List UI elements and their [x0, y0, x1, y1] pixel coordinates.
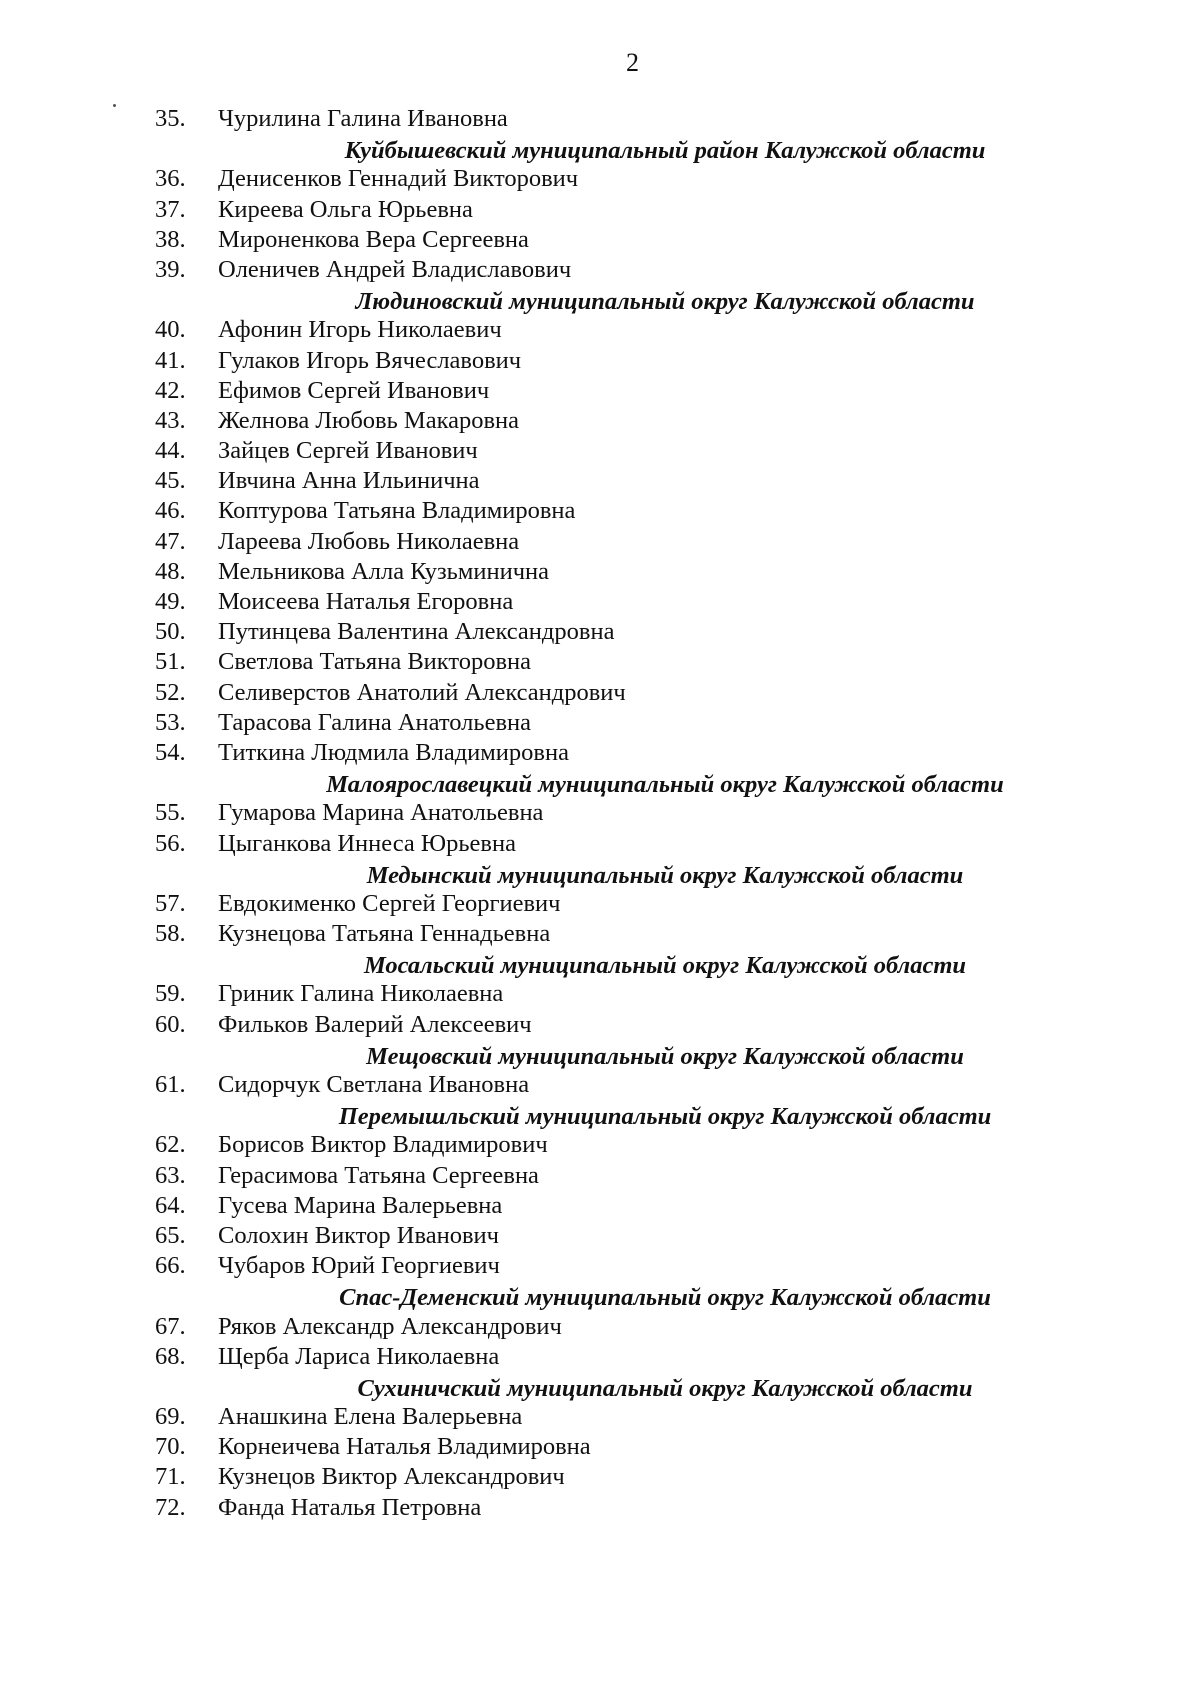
person-name: Фильков Валерий Алексеевич — [218, 1010, 532, 1038]
person-name: Сидорчук Светлана Ивановна — [218, 1071, 530, 1098]
person-name: Тарасова Галина Анатольевна — [218, 708, 531, 736]
person-name: Коптурова Татьяна Владимировна — [218, 497, 576, 525]
item-number: 43. — [155, 406, 186, 434]
person-name: Щерба Лариса Николаевна — [218, 1342, 500, 1370]
item-number: 47. — [155, 527, 186, 555]
person-name: Кузнецов Виктор Александрович — [218, 1463, 565, 1491]
person-name: Гусева Марина Валерьевна — [218, 1191, 503, 1219]
list-item — [0, 919, 1200, 949]
item-number: 69. — [155, 1403, 186, 1431]
list-item — [0, 255, 1200, 285]
list-item — [0, 315, 1200, 345]
district-heading: Мещовский муниципальный округ Калужской области — [366, 1042, 964, 1070]
list-item — [0, 1462, 1200, 1492]
list-item — [0, 1432, 1200, 1462]
item-number: 46. — [155, 497, 186, 525]
page-number: 2 — [626, 48, 639, 77]
list-item — [0, 1312, 1200, 1342]
item-number: 55. — [155, 799, 186, 827]
item-number: 62. — [155, 1131, 186, 1159]
list-item — [0, 1251, 1200, 1281]
person-name: Ряков Александр Александрович — [218, 1312, 562, 1340]
person-name: Желнова Любовь Макаровна — [218, 406, 520, 434]
person-name: Оленичев Андрей Владиславович — [218, 255, 572, 283]
district-heading: Медынский муниципальный округ Калужской области — [366, 861, 964, 889]
person-name: Мельникова Алла Кузьминична — [218, 557, 550, 585]
item-number: 53. — [155, 708, 186, 736]
item-number: 71. — [155, 1463, 186, 1491]
list-item — [0, 406, 1200, 436]
list-item — [0, 587, 1200, 617]
list-item — [0, 1402, 1200, 1432]
person-name: Денисенков Геннадий Викторович — [218, 165, 579, 193]
item-number: 72. — [155, 1493, 186, 1521]
nominee-list — [0, 104, 1200, 1523]
list-item — [0, 1161, 1200, 1191]
district-heading: Спас-Деменский муниципальный округ Калужской области — [339, 1284, 991, 1312]
item-number: 41. — [155, 346, 186, 374]
district-heading: Перемышльский муниципальный округ Калужской области — [338, 1103, 992, 1131]
list-item — [0, 436, 1200, 466]
person-name: Моисеева Наталья Егоровна — [218, 588, 514, 615]
list-item — [0, 708, 1200, 738]
list-item — [0, 164, 1200, 194]
item-number: 59. — [155, 980, 186, 1008]
item-number: 49. — [155, 588, 186, 615]
district-heading: Малоярославецкий муниципальный округ Калужской области — [326, 771, 1004, 799]
district-heading: Куйбышевский муниципальный район Калужской области — [344, 137, 986, 165]
item-number: 48. — [155, 557, 186, 585]
person-name: Корнеичева Наталья Владимировна — [218, 1433, 591, 1461]
list-item — [0, 376, 1200, 406]
list-item — [0, 678, 1200, 708]
item-number: 36. — [155, 165, 186, 193]
list-item — [0, 617, 1200, 647]
item-number: 70. — [155, 1433, 186, 1461]
district-heading: Сухиничский муниципальный округ Калужской области — [357, 1374, 973, 1402]
person-name: Селиверстов Анатолий Александрович — [218, 678, 626, 706]
list-item — [0, 647, 1200, 677]
item-number: 42. — [155, 376, 186, 404]
list-item — [0, 496, 1200, 526]
person-name: Цыганкова Иннеса Юрьевна — [218, 829, 516, 857]
item-number: 52. — [155, 678, 186, 706]
list-item — [0, 104, 1200, 134]
person-name: Лареева Любовь Николаевна — [218, 527, 520, 555]
item-number: 54. — [155, 738, 186, 766]
person-name: Ефимов Сергей Иванович — [218, 376, 490, 404]
item-number: 57. — [155, 889, 186, 917]
person-name: Гриник Галина Николаевна — [218, 980, 504, 1008]
person-name: Евдокименко Сергей Георгиевич — [218, 889, 561, 917]
list-item — [0, 557, 1200, 587]
person-name: Афонин Игорь Николаевич — [218, 316, 502, 344]
list-item — [0, 1130, 1200, 1160]
person-name: Борисов Виктор Владимирович — [218, 1131, 548, 1159]
list-item — [0, 1221, 1200, 1251]
item-number: 37. — [155, 195, 186, 223]
district-heading: Людиновский муниципальный округ Калужской области — [355, 288, 975, 316]
person-name: Анашкина Елена Валерьевна — [218, 1403, 523, 1431]
person-name: Гумарова Марина Анатольевна — [218, 799, 544, 827]
item-number: 38. — [155, 225, 186, 253]
item-number: 58. — [155, 920, 186, 948]
list-item — [0, 1191, 1200, 1221]
list-item — [0, 829, 1200, 859]
person-name: Гулаков Игорь Вячеславович — [218, 346, 522, 374]
item-number: 51. — [155, 648, 186, 676]
list-item — [0, 466, 1200, 496]
item-number: 64. — [155, 1191, 186, 1219]
item-number: 56. — [155, 829, 186, 857]
person-name: Светлова Татьяна Викторовна — [218, 648, 532, 676]
district-heading: Мосальский муниципальный округ Калужской области — [363, 952, 967, 980]
list-item — [0, 889, 1200, 919]
item-number: 68. — [155, 1342, 186, 1370]
list-item — [0, 1070, 1200, 1100]
list-item — [0, 346, 1200, 376]
person-name: Зайцев Сергей Иванович — [218, 437, 478, 465]
list-item — [0, 979, 1200, 1009]
item-number: 44. — [155, 437, 186, 465]
list-item — [0, 738, 1200, 768]
list-item — [0, 195, 1200, 225]
person-name: Киреева Ольга Юрьевна — [218, 195, 473, 223]
person-name: Кузнецова Татьяна Геннадьевна — [218, 920, 551, 948]
person-name: Фанда Наталья Петровна — [218, 1493, 482, 1521]
item-number: 60. — [155, 1010, 186, 1038]
person-name: Чубаров Юрий Георгиевич — [218, 1252, 500, 1280]
person-name: Солохин Виктор Иванович — [218, 1221, 499, 1249]
item-number: 35. — [155, 105, 186, 132]
item-number: 67. — [155, 1312, 186, 1340]
person-name: Путинцева Валентина Александровна — [218, 618, 615, 646]
person-name: Титкина Людмила Владимировна — [218, 738, 569, 766]
person-name: Герасимова Татьяна Сергеевна — [218, 1161, 539, 1189]
item-number: 50. — [155, 618, 186, 646]
person-name: Ивчина Анна Ильинична — [218, 467, 480, 495]
item-number: 40. — [155, 316, 186, 344]
list-item — [0, 527, 1200, 557]
person-name: Мироненкова Вера Сергеевна — [218, 225, 529, 253]
item-number: 66. — [155, 1252, 186, 1280]
list-item — [0, 1342, 1200, 1372]
item-number: 39. — [155, 255, 186, 283]
list-item — [0, 1493, 1200, 1523]
item-number: 45. — [155, 467, 186, 495]
list-item — [0, 1010, 1200, 1040]
item-number: 65. — [155, 1221, 186, 1249]
item-number: 61. — [155, 1071, 186, 1098]
person-name: Чурилина Галина Ивановна — [218, 105, 508, 132]
list-item — [0, 225, 1200, 255]
item-number: 63. — [155, 1161, 186, 1189]
list-item — [0, 798, 1200, 828]
